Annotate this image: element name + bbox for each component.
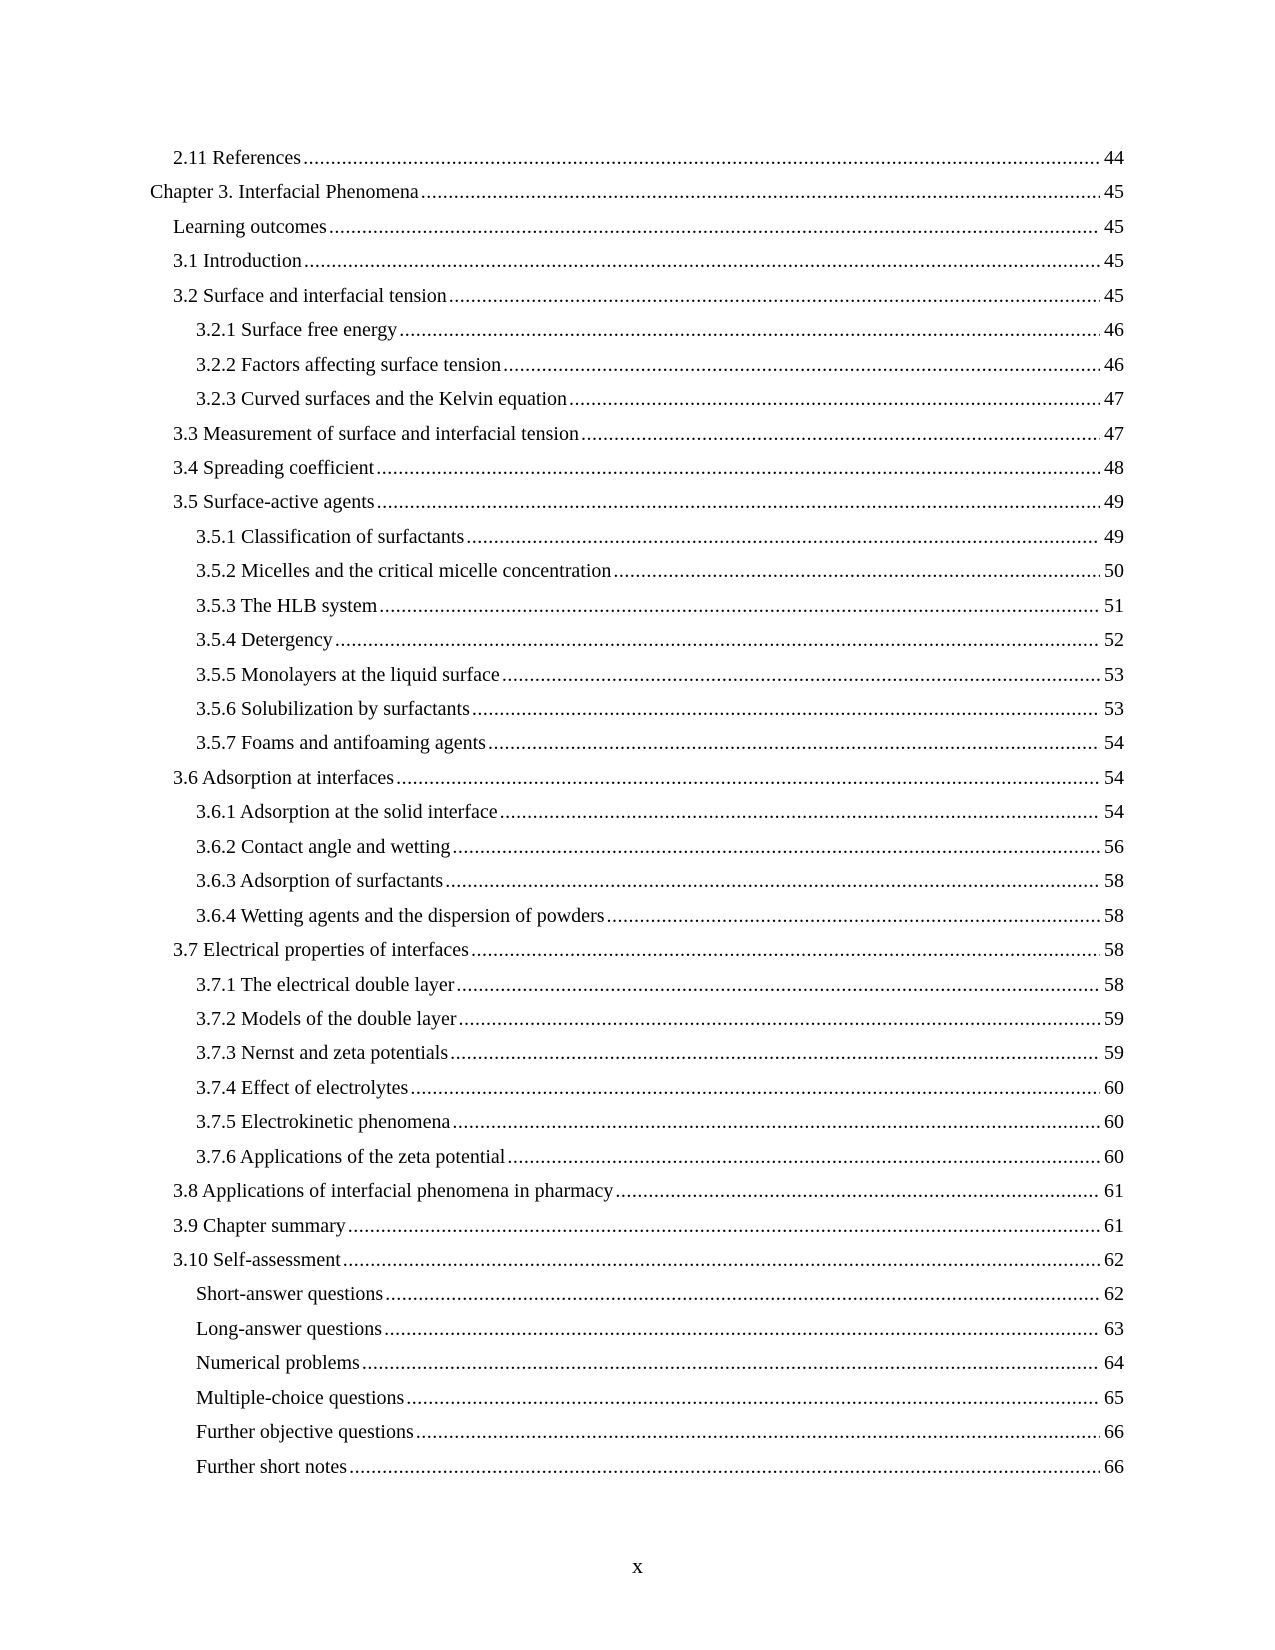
toc-entry-page: 64 <box>1104 1352 1124 1375</box>
toc-entry-page: 62 <box>1104 1283 1124 1306</box>
toc-dot-leader <box>472 699 1100 719</box>
toc-entry-page: 61 <box>1104 1180 1124 1203</box>
toc-entry-page: 54 <box>1104 766 1124 789</box>
toc-entry-title: 3.6.1 Adsorption at the solid interface <box>196 801 498 824</box>
toc-dot-leader <box>581 424 1100 444</box>
toc-entry <box>150 148 1124 182</box>
toc-dot-leader <box>303 148 1100 168</box>
toc-entry-title: 3.5.4 Detergency <box>196 629 333 652</box>
toc-dot-leader <box>452 837 1100 857</box>
toc-entry-title: 3.4 Spreading coefficient <box>173 456 375 479</box>
toc-entry-page: 58 <box>1104 904 1124 927</box>
toc-dot-leader <box>452 1112 1100 1132</box>
page-number: x <box>632 1553 643 1578</box>
toc-entry-title: 3.5.5 Monolayers at the liquid surface <box>196 663 500 686</box>
toc-dot-leader <box>377 492 1100 512</box>
toc-entry <box>150 596 1124 630</box>
toc-entry <box>150 975 1124 1009</box>
toc-entry-page: 56 <box>1104 835 1124 858</box>
toc-entry-title: Chapter 3. Interfacial Phenomena <box>150 181 419 204</box>
toc-entry-page: 50 <box>1104 560 1124 583</box>
toc-dot-leader <box>376 458 1100 478</box>
toc-entry <box>150 561 1124 595</box>
toc-entry <box>150 182 1124 216</box>
toc-entry-title: 3.9 Chapter summary <box>173 1214 346 1237</box>
toc-dot-leader <box>349 1457 1100 1477</box>
toc-dot-leader <box>348 1216 1100 1236</box>
toc-dot-leader <box>396 768 1100 788</box>
toc-entry-page: 47 <box>1104 388 1124 411</box>
toc-entry-title: Long-answer questions <box>196 1317 383 1340</box>
toc-entry <box>150 1112 1124 1146</box>
toc-entry-title: 3.7.6 Applications of the zeta potential <box>196 1145 506 1168</box>
toc-entry <box>150 906 1124 940</box>
toc-entry-title: 3.10 Self-assessment <box>173 1249 341 1271</box>
toc-entry <box>150 1457 1124 1491</box>
toc-entry <box>150 837 1124 871</box>
toc-entry-title: Further short notes <box>196 1455 348 1478</box>
toc-entry <box>150 1009 1124 1043</box>
toc-dot-leader <box>459 1009 1101 1029</box>
toc-dot-leader <box>410 1078 1100 1098</box>
toc-entry-page: 52 <box>1104 629 1124 652</box>
toc-entry-title: Short-answer questions <box>196 1283 384 1306</box>
toc-entry-page: 45 <box>1104 181 1124 204</box>
toc-dot-leader <box>569 389 1100 409</box>
toc-entry-title: 3.7 Electrical properties of interfaces <box>173 939 469 962</box>
toc-entry <box>150 768 1124 802</box>
toc-entry <box>150 389 1124 423</box>
toc-entry-title: 3.6.4 Wetting agents and the dispersion of powders <box>196 904 605 927</box>
toc-entry-title: 3.7.4 Effect of electrolytes <box>196 1076 409 1099</box>
toc-entry-page: 44 <box>1104 147 1124 169</box>
toc-entry <box>150 1147 1124 1181</box>
toc-dot-leader <box>399 320 1100 340</box>
toc-entry-page: 54 <box>1104 732 1124 755</box>
toc-entry-title: 3.2.1 Surface free energy <box>196 319 398 342</box>
toc-entry <box>150 1216 1124 1250</box>
toc-entry-title: 3.5.7 Foams and antifoaming agents <box>196 732 486 755</box>
toc-entry-page: 66 <box>1104 1455 1124 1478</box>
toc-entry-page: 58 <box>1104 973 1124 996</box>
toc-entry-title: 3.5.1 Classification of surfactants <box>196 525 465 548</box>
toc-entry-title: Numerical problems <box>196 1352 360 1375</box>
toc-dot-leader <box>613 561 1100 581</box>
toc-entry-title: 3.5.3 The HLB system <box>196 594 378 617</box>
toc-entry <box>150 492 1124 526</box>
toc-dot-leader <box>343 1250 1100 1270</box>
toc-entry <box>150 424 1124 458</box>
toc-entry <box>150 320 1124 354</box>
toc-entry <box>150 940 1124 974</box>
toc-entry-title: 3.2.3 Curved surfaces and the Kelvin equation <box>196 388 568 411</box>
toc-dot-leader <box>304 251 1100 271</box>
toc-entry-page: 59 <box>1104 1042 1124 1065</box>
toc-entry-page: 45 <box>1104 215 1124 238</box>
toc-dot-leader <box>384 1319 1100 1339</box>
toc-entry-title: 3.5 Surface-active agents <box>173 491 375 514</box>
toc-entry-page: 53 <box>1104 663 1124 686</box>
toc-entry <box>150 1078 1124 1112</box>
toc-entry-title: 3.6 Adsorption at interfaces <box>173 766 395 789</box>
toc-entry <box>150 251 1124 285</box>
toc-dot-leader <box>450 1043 1100 1063</box>
toc-entry-title: 2.11 References <box>173 147 302 169</box>
toc-entry-page: 49 <box>1104 525 1124 548</box>
toc-entry-title: 3.7.2 Models of the double layer <box>196 1007 457 1030</box>
toc-entry <box>150 1388 1124 1422</box>
toc-entry <box>150 458 1124 492</box>
toc-entry-title: 3.7.1 The electrical double layer <box>196 973 455 996</box>
toc-entry <box>150 733 1124 767</box>
toc-entry <box>150 286 1124 320</box>
toc-entry <box>150 630 1124 664</box>
toc-entry-title: Learning outcomes <box>173 215 327 238</box>
toc-entry-page: 60 <box>1104 1111 1124 1134</box>
toc-entry <box>150 1181 1124 1215</box>
toc-entry <box>150 355 1124 389</box>
toc-entry <box>150 527 1124 561</box>
toc-entry-title: 3.6.3 Adsorption of surfactants <box>196 870 444 893</box>
toc-entry-page: 54 <box>1104 801 1124 824</box>
toc-entry-page: 58 <box>1104 939 1124 962</box>
toc-entry-title: 3.5.6 Solubilization by surfactants <box>196 698 470 720</box>
toc-entry <box>150 217 1124 251</box>
toc-entry-title: 3.7.3 Nernst and zeta potentials <box>196 1042 449 1065</box>
toc-entry-page: 53 <box>1104 698 1124 720</box>
toc-entry <box>150 699 1124 733</box>
toc-entry-title: Multiple-choice questions <box>196 1386 405 1409</box>
toc-dot-leader <box>406 1388 1100 1408</box>
toc-entry-page: 45 <box>1104 250 1124 273</box>
toc-dot-leader <box>335 630 1100 650</box>
toc-entry-page: 60 <box>1104 1145 1124 1168</box>
toc-entry-title: 3.2.2 Factors affecting surface tension <box>196 353 502 376</box>
toc-dot-leader <box>503 355 1100 375</box>
toc-entry-title: 3.2 Surface and interfacial tension <box>173 284 447 307</box>
toc-dot-leader <box>421 182 1100 202</box>
toc-dot-leader <box>471 940 1100 960</box>
toc-entry-page: 65 <box>1104 1386 1124 1409</box>
toc-entry-page: 47 <box>1104 422 1124 445</box>
toc-entry-page: 63 <box>1104 1317 1124 1340</box>
toc-dot-leader <box>466 527 1100 547</box>
toc-entry-page: 49 <box>1104 491 1124 514</box>
toc-entry-title: 3.3 Measurement of surface and interfacial tension <box>173 422 579 445</box>
toc-entry <box>150 1319 1124 1353</box>
toc-dot-leader <box>500 802 1100 822</box>
toc-dot-leader <box>615 1181 1100 1201</box>
toc-entry-page: 62 <box>1104 1249 1124 1271</box>
toc-entry <box>150 802 1124 836</box>
toc-entry-title: Further objective questions <box>196 1421 414 1444</box>
toc-entry-page: 59 <box>1104 1007 1124 1030</box>
toc-entry <box>150 665 1124 699</box>
toc-dot-leader <box>362 1353 1100 1373</box>
toc-entry-page: 45 <box>1104 284 1124 307</box>
toc-entry-title: 3.6.2 Contact angle and wetting <box>196 835 451 858</box>
toc-dot-leader <box>385 1284 1100 1304</box>
toc-dot-leader <box>416 1422 1100 1442</box>
toc-entry <box>150 1043 1124 1077</box>
toc-entry-page: 58 <box>1104 870 1124 893</box>
toc-dot-leader <box>507 1147 1100 1167</box>
toc-entry <box>150 871 1124 905</box>
toc-entry-page: 46 <box>1104 353 1124 376</box>
toc-dot-leader <box>502 665 1100 685</box>
toc-entry-page: 46 <box>1104 319 1124 342</box>
toc-dot-leader <box>449 286 1100 306</box>
toc-entry-title: 3.1 Introduction <box>173 250 302 273</box>
toc-entry-title: 3.8 Applications of interfacial phenomena in pharmacy <box>173 1180 614 1203</box>
toc-dot-leader <box>379 596 1100 616</box>
toc-entry-page: 61 <box>1104 1214 1124 1237</box>
toc-entry-page: 66 <box>1104 1421 1124 1444</box>
toc-dot-leader <box>445 871 1100 891</box>
table-of-contents <box>150 148 1124 1491</box>
toc-entry-page: 60 <box>1104 1076 1124 1099</box>
toc-dot-leader <box>456 975 1100 995</box>
toc-entry-page: 48 <box>1104 456 1124 479</box>
toc-entry-title: 3.5.2 Micelles and the critical micelle concentration <box>196 560 612 583</box>
toc-entry <box>150 1250 1124 1284</box>
toc-entry <box>150 1422 1124 1456</box>
toc-entry-title: 3.7.5 Electrokinetic phenomena <box>196 1111 451 1134</box>
toc-dot-leader <box>329 217 1100 237</box>
toc-entry-page: 51 <box>1104 594 1124 617</box>
toc-entry <box>150 1353 1124 1387</box>
toc-dot-leader <box>607 906 1100 926</box>
toc-dot-leader <box>488 733 1100 753</box>
toc-entry <box>150 1284 1124 1318</box>
